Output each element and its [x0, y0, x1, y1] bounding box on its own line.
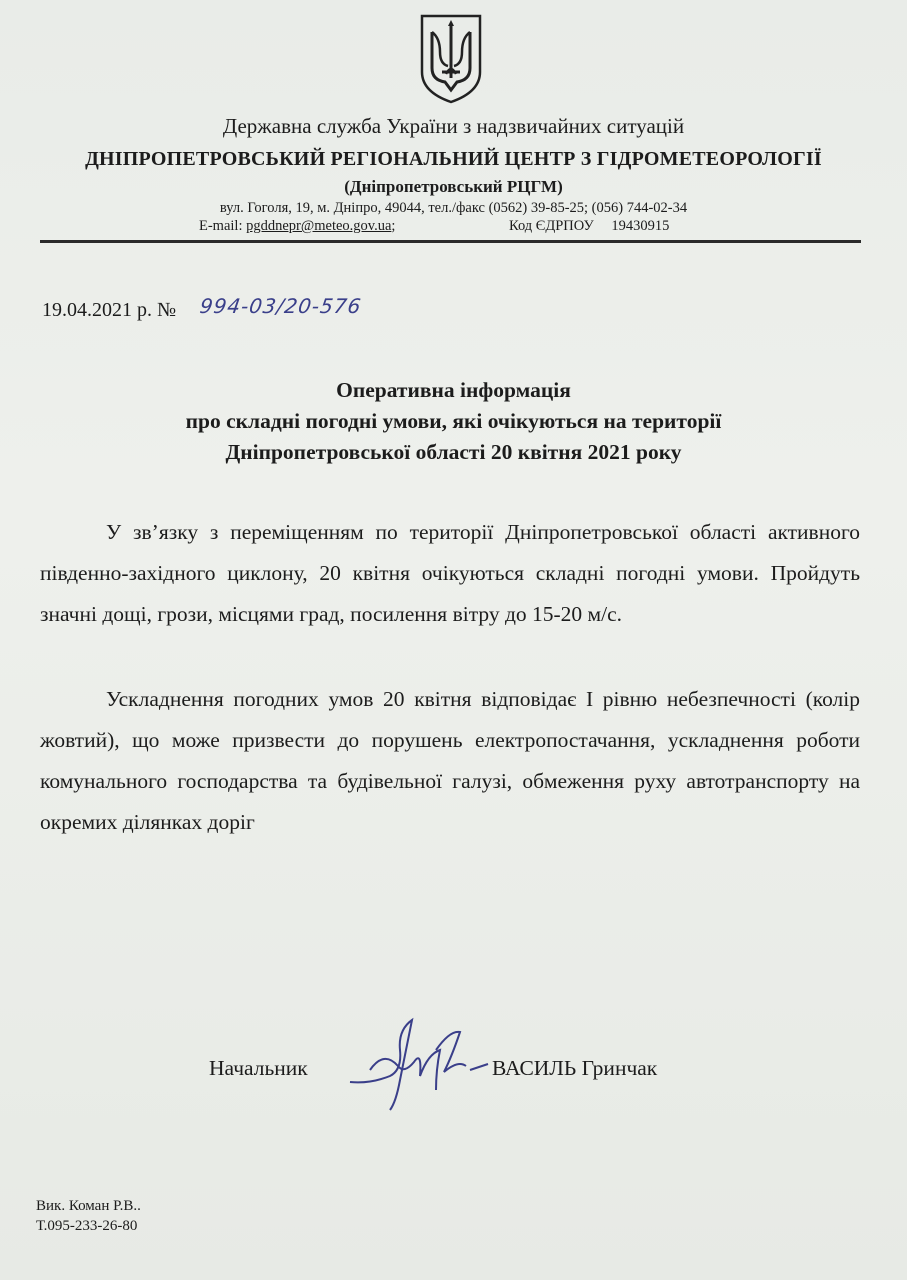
- center-abbreviation: (Дніпропетровський РЦГМ): [344, 177, 563, 196]
- email-label: E-mail:: [199, 218, 243, 234]
- title-line-3: Дніпропетровської області 20 квітня 2021 року: [225, 440, 682, 464]
- signatory-role: Начальник: [209, 1056, 308, 1080]
- coat-of-arms-icon: [418, 12, 484, 104]
- edrpou-code: [509, 218, 669, 235]
- agency-name: Державна служба України з надзвичайних ситуацій: [222, 114, 685, 138]
- title-line-1: Оперативна інформація: [336, 378, 571, 402]
- header-divider: [40, 240, 861, 243]
- signatory-name: ВАСИЛЬ Гринчак: [492, 1056, 658, 1080]
- center-name: ДНІПРОПЕТРОВСЬКИЙ РЕГІОНАЛЬНИЙ ЦЕНТР З ГІДРОМЕТЕОРОЛОГІЇ: [85, 148, 822, 170]
- email-suffix: ;: [391, 218, 396, 234]
- body-paragraph-2: Ускладнення погодних умов 20 квітня відповідає І рівню небезпечності (колір жовтий), що може призвести до порушень електропостачання, ускладнення роботи комунального господарства та будівельної галузі, обмеження руху автотранспорту на окремих ділянках доріг: [40, 687, 860, 834]
- body-paragraph-1: У зв’язку з переміщенням по території Дніпропетровської області активного південно-західного циклону, 20 квітня очікуються складні погодні умови. Пройдуть значні дощі, грози, місцями град, посилення вітру до 15-20 м/с.: [40, 520, 860, 626]
- handwritten-signature-icon: [340, 1010, 500, 1120]
- executor-name: Вик. Коман Р.В..: [36, 1198, 141, 1214]
- title-line-2: про складні погодні умови, які очікуються на території: [185, 409, 722, 433]
- address-line: вул. Гоголя, 19, м. Дніпро, 49044, тел./факс (0562) 39-85-25; (056) 744-02-34: [219, 200, 688, 216]
- code-value: 19430915: [611, 218, 670, 234]
- document-date: 19.04.2021 р. №: [42, 299, 177, 321]
- code-label: Код ЄДРПОУ: [509, 218, 594, 234]
- email-link[interactable]: pgddnepr@meteo.gov.ua: [246, 218, 392, 234]
- email-line: [199, 218, 395, 235]
- registration-number: 994-03/20-576: [198, 294, 364, 318]
- executor-phone: Т.095-233-26-80: [36, 1218, 138, 1234]
